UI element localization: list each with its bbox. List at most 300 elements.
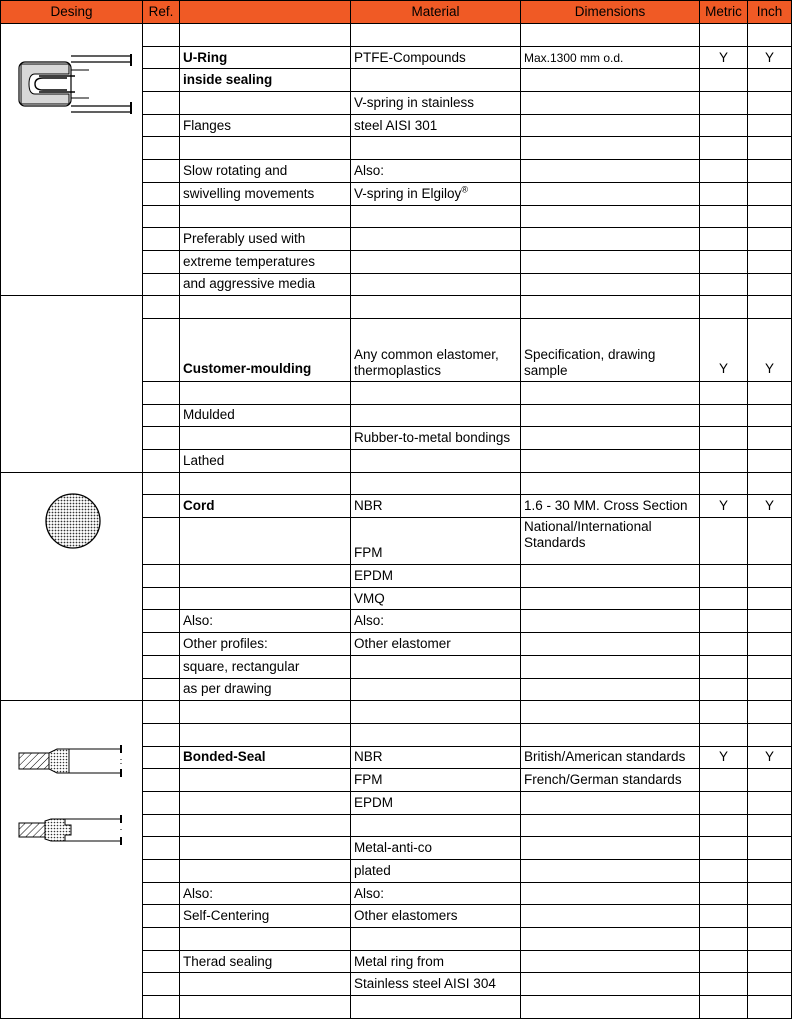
inch-cell — [748, 24, 792, 47]
product-cell — [180, 228, 351, 251]
ref-cell — [143, 114, 180, 137]
ref-cell — [143, 973, 180, 996]
cell-text: as per drawing — [183, 681, 272, 697]
ref-cell — [143, 655, 180, 678]
inch-cell — [748, 678, 792, 701]
inch-cell — [748, 296, 792, 319]
inch-cell — [748, 905, 792, 928]
metric-cell — [700, 678, 748, 701]
material-cell — [351, 182, 521, 205]
product-cell — [180, 928, 351, 951]
product-cell — [180, 746, 351, 769]
inch-cell — [748, 587, 792, 610]
product-cell — [180, 137, 351, 160]
material-cell — [351, 973, 521, 996]
metric-cell — [700, 450, 748, 473]
cell-text: Customer-moulding — [183, 360, 312, 376]
metric-cell — [700, 769, 748, 792]
ref-cell — [143, 296, 180, 319]
material-cell — [351, 205, 521, 228]
cell-text: swivelling movements — [183, 185, 315, 201]
ref-cell — [143, 381, 180, 404]
cell-text: Slow rotating and — [183, 162, 288, 178]
metric-cell — [700, 92, 748, 115]
dimensions-cell — [521, 928, 700, 951]
metric-cell — [700, 587, 748, 610]
material-cell — [351, 723, 521, 746]
product-cell — [180, 318, 351, 381]
ref-cell — [143, 404, 180, 427]
metric-cell — [700, 404, 748, 427]
cell-text: Stainless steel AISI 304 — [354, 976, 496, 992]
ref-cell — [143, 273, 180, 296]
dimensions-cell — [521, 610, 700, 633]
cell-text: Metal-anti-co — [354, 840, 433, 856]
dimensions-cell — [521, 318, 700, 381]
table-row — [1, 296, 792, 319]
material-cell — [351, 114, 521, 137]
material-cell — [351, 678, 521, 701]
header-inch: Inch — [748, 1, 792, 24]
product-cell — [180, 905, 351, 928]
dimensions-cell — [521, 633, 700, 656]
cell-text: Also: — [354, 162, 385, 178]
material-cell — [351, 69, 521, 92]
ref-cell — [143, 791, 180, 814]
metric-cell — [700, 633, 748, 656]
inch-cell — [748, 928, 792, 951]
ref-cell — [143, 565, 180, 588]
material-cell — [351, 450, 521, 473]
inch-cell — [748, 950, 792, 973]
material-cell — [351, 318, 521, 381]
dimensions-cell — [521, 791, 700, 814]
cell-text: EPDM — [354, 567, 394, 583]
cell-text: V-spring in stainless — [354, 94, 475, 110]
cell-text: Also: — [183, 613, 214, 629]
material-cell — [351, 655, 521, 678]
metric-cell — [700, 973, 748, 996]
product-cell — [180, 518, 351, 565]
material-cell — [351, 273, 521, 296]
cell-text: plated — [354, 862, 391, 878]
metric-cell — [700, 837, 748, 860]
customer-material — [354, 347, 517, 379]
cell-text: Y — [764, 498, 774, 514]
product-cell — [180, 205, 351, 228]
material-cell — [351, 633, 521, 656]
table-row — [1, 24, 792, 47]
inch-cell — [748, 769, 792, 792]
dimensions-cell — [521, 587, 700, 610]
material-cell — [351, 587, 521, 610]
ref-cell — [143, 137, 180, 160]
metric-cell — [700, 182, 748, 205]
customer-dimensions — [524, 347, 696, 379]
ref-cell — [143, 996, 180, 1019]
metric-cell — [700, 860, 748, 883]
dimensions-cell — [521, 565, 700, 588]
metric-cell — [700, 495, 748, 518]
dimensions-cell — [521, 296, 700, 319]
inch-cell — [748, 495, 792, 518]
cell-text: sample — [524, 362, 568, 378]
dimensions-cell — [521, 518, 700, 565]
cell-text: Rubber-to-metal bondings — [354, 430, 511, 446]
dimensions-cell — [521, 882, 700, 905]
product-cell — [180, 182, 351, 205]
inch-cell — [748, 610, 792, 633]
ref-cell — [143, 46, 180, 69]
ref-cell — [143, 427, 180, 450]
metric-cell — [700, 250, 748, 273]
cell-text: VMQ — [354, 590, 385, 606]
cell-text: NBR — [354, 498, 383, 514]
material-cell — [351, 928, 521, 951]
product-cell — [180, 69, 351, 92]
inch-cell — [748, 633, 792, 656]
metric-cell — [700, 723, 748, 746]
ref-cell — [143, 701, 180, 724]
header-design: Desing — [1, 1, 143, 24]
dimensions-cell — [521, 205, 700, 228]
material-cell — [351, 746, 521, 769]
cell-text: Y — [718, 49, 728, 65]
dimensions-cell — [521, 250, 700, 273]
cell-text: Preferably used with — [183, 231, 306, 247]
inch-cell — [748, 450, 792, 473]
header-material: Material — [351, 1, 521, 24]
material-cell — [351, 404, 521, 427]
cell-text: PTFE-Compounds — [354, 49, 466, 65]
metric-cell — [700, 472, 748, 495]
cell-text: Other elastomers — [354, 908, 458, 924]
material-cell — [351, 160, 521, 183]
metric-cell — [700, 518, 748, 565]
product-cell — [180, 296, 351, 319]
product-cell — [180, 950, 351, 973]
metric-cell — [700, 318, 748, 381]
inch-cell — [748, 746, 792, 769]
design-image-cell — [1, 296, 143, 472]
product-cell — [180, 250, 351, 273]
dimensions-cell — [521, 723, 700, 746]
cell-text: thermoplastics — [354, 362, 442, 378]
product-cell — [180, 996, 351, 1019]
bonded-seal-drawing — [17, 725, 143, 885]
material-cell — [351, 905, 521, 928]
material-cell — [351, 228, 521, 251]
material-cell — [351, 296, 521, 319]
cell-text: Also: — [354, 613, 385, 629]
metric-cell — [700, 69, 748, 92]
ref-cell — [143, 928, 180, 951]
inch-cell — [748, 882, 792, 905]
ref-cell — [143, 678, 180, 701]
dimensions-cell — [521, 24, 700, 47]
inch-cell — [748, 228, 792, 251]
inch-cell — [748, 814, 792, 837]
dimensions-cell — [521, 160, 700, 183]
material-cell — [351, 610, 521, 633]
ref-cell — [143, 633, 180, 656]
metric-cell — [700, 610, 748, 633]
inch-cell — [748, 723, 792, 746]
cell-text: Any common elastomer, — [354, 346, 499, 362]
metric-cell — [700, 205, 748, 228]
inch-cell — [748, 860, 792, 883]
table-row — [1, 472, 792, 495]
ref-cell — [143, 472, 180, 495]
product-cell — [180, 837, 351, 860]
header-product — [180, 1, 351, 24]
product-cell — [180, 973, 351, 996]
cord-drawing — [39, 487, 143, 567]
cell-text: extreme temperatures — [183, 253, 316, 269]
inch-cell — [748, 160, 792, 183]
inch-cell — [748, 381, 792, 404]
material-cell — [351, 250, 521, 273]
material-cell — [351, 769, 521, 792]
cell-text: Standards — [524, 535, 586, 551]
ref-cell — [143, 205, 180, 228]
cell-text: Self-Centering — [183, 908, 270, 924]
metric-cell — [700, 381, 748, 404]
metric-cell — [700, 24, 748, 47]
cell-text: steel AISI 301 — [354, 117, 438, 133]
inch-cell — [748, 973, 792, 996]
dimensions-cell — [521, 996, 700, 1019]
ref-cell — [143, 24, 180, 47]
ref-cell — [143, 769, 180, 792]
dimensions-cell — [521, 46, 700, 69]
material-cell — [351, 472, 521, 495]
cell-text: Flanges — [183, 117, 232, 133]
product-cell — [180, 273, 351, 296]
cell-text: British/American standards — [524, 749, 686, 765]
product-cell — [180, 565, 351, 588]
cell-text: Specification, drawing — [524, 346, 656, 362]
product-cell — [180, 24, 351, 47]
ref-cell — [143, 587, 180, 610]
material-cell — [351, 860, 521, 883]
cell-text: Max.1300 mm o.d. — [524, 50, 624, 65]
metric-cell — [700, 791, 748, 814]
cell-text: Y — [718, 498, 728, 514]
metric-cell — [700, 160, 748, 183]
metric-cell — [700, 137, 748, 160]
header-dimensions: Dimensions — [521, 1, 700, 24]
inch-cell — [748, 565, 792, 588]
ref-cell — [143, 882, 180, 905]
product-cell — [180, 655, 351, 678]
table-row — [1, 701, 792, 724]
metric-cell — [700, 228, 748, 251]
material-cell — [351, 427, 521, 450]
product-cell — [180, 46, 351, 69]
ref-cell — [143, 950, 180, 973]
material-cell — [351, 518, 521, 565]
product-cell — [180, 610, 351, 633]
dimensions-cell — [521, 769, 700, 792]
product-cell — [180, 427, 351, 450]
cell-text: Metal ring from — [354, 953, 445, 969]
cell-text: Lathed — [183, 452, 225, 468]
material-cell — [351, 92, 521, 115]
cell-text: 1.6 - 30 MM. Cross Section — [524, 498, 688, 514]
inch-cell — [748, 996, 792, 1019]
product-cell — [180, 472, 351, 495]
cell-text: French/German standards — [524, 772, 682, 788]
product-cell — [180, 450, 351, 473]
ref-cell — [143, 905, 180, 928]
inch-cell — [748, 701, 792, 724]
ref-cell — [143, 860, 180, 883]
cell-text: Y — [764, 360, 774, 376]
ref-cell — [143, 228, 180, 251]
metric-cell — [700, 114, 748, 137]
design-image-cell — [1, 472, 143, 701]
metric-cell — [700, 701, 748, 724]
product-cell — [180, 678, 351, 701]
dimensions-cell — [521, 92, 700, 115]
dimensions-cell — [521, 114, 700, 137]
cell-text: square, rectangular — [183, 658, 300, 674]
material-cell — [351, 381, 521, 404]
dimensions-cell — [521, 837, 700, 860]
product-cell — [180, 769, 351, 792]
inch-cell — [748, 318, 792, 381]
inch-cell — [748, 273, 792, 296]
metric-cell — [700, 273, 748, 296]
metric-cell — [700, 814, 748, 837]
inch-cell — [748, 791, 792, 814]
material-cell — [351, 950, 521, 973]
inch-cell — [748, 655, 792, 678]
material-cell — [351, 791, 521, 814]
inch-cell — [748, 182, 792, 205]
product-cell — [180, 495, 351, 518]
cell-text: Mdulded — [183, 407, 235, 423]
inch-cell — [748, 250, 792, 273]
ref-cell — [143, 69, 180, 92]
cell-text: inside sealing — [183, 72, 273, 88]
metric-cell — [700, 46, 748, 69]
cell-text: Other profiles: — [183, 635, 268, 651]
inch-cell — [748, 205, 792, 228]
metric-cell — [700, 746, 748, 769]
design-image-cell — [1, 24, 143, 296]
metric-cell — [700, 427, 748, 450]
cell-text: Y — [718, 749, 728, 765]
inch-cell — [748, 837, 792, 860]
dimensions-cell — [521, 472, 700, 495]
dimensions-cell — [521, 814, 700, 837]
ref-cell — [143, 450, 180, 473]
ref-cell — [143, 814, 180, 837]
metric-cell — [700, 996, 748, 1019]
cell-text: FPM — [354, 545, 383, 561]
dimensions-cell — [521, 678, 700, 701]
dimensions-cell — [521, 950, 700, 973]
dimensions-cell — [521, 701, 700, 724]
cell-text: Y — [764, 749, 774, 765]
inch-cell — [748, 114, 792, 137]
design-image-cell — [1, 701, 143, 1019]
cell-text: Therad sealing — [183, 953, 273, 969]
dimensions-cell — [521, 655, 700, 678]
dimensions-cell — [521, 228, 700, 251]
material-cell — [351, 882, 521, 905]
material-cell — [351, 701, 521, 724]
ref-cell — [143, 746, 180, 769]
cell-text: EPDM — [354, 794, 394, 810]
metric-cell — [700, 928, 748, 951]
header-metric: Metric — [700, 1, 748, 24]
ref-cell — [143, 160, 180, 183]
dimensions-cell — [521, 905, 700, 928]
cell-text: Bonded-Seal — [183, 749, 266, 765]
metric-cell — [700, 296, 748, 319]
metric-cell — [700, 882, 748, 905]
cell-text: Y — [718, 360, 728, 376]
product-cell — [180, 723, 351, 746]
ref-cell — [143, 495, 180, 518]
dimensions-cell — [521, 69, 700, 92]
inch-cell — [748, 69, 792, 92]
material-cell — [351, 996, 521, 1019]
cord-dimensions — [524, 519, 696, 551]
material-cell — [351, 137, 521, 160]
product-cell — [180, 791, 351, 814]
product-cell — [180, 882, 351, 905]
ref-cell — [143, 318, 180, 381]
material-cell — [351, 565, 521, 588]
cell-text: Y — [764, 49, 774, 65]
inch-cell — [748, 137, 792, 160]
ref-cell — [143, 723, 180, 746]
product-cell — [180, 381, 351, 404]
dimensions-cell — [521, 404, 700, 427]
inch-cell — [748, 472, 792, 495]
metric-cell — [700, 950, 748, 973]
dimensions-cell — [521, 137, 700, 160]
product-cell — [180, 633, 351, 656]
cell-text: Also: — [354, 885, 385, 901]
ref-cell — [143, 182, 180, 205]
dimensions-cell — [521, 450, 700, 473]
cell-text: Also: — [183, 885, 214, 901]
cell-text: Cord — [183, 498, 215, 514]
inch-cell — [748, 427, 792, 450]
product-cell — [180, 404, 351, 427]
inch-cell — [748, 92, 792, 115]
product-cell — [180, 587, 351, 610]
ref-cell — [143, 518, 180, 565]
u-ring-drawing — [17, 52, 143, 122]
product-cell — [180, 701, 351, 724]
cell-text: National/International — [524, 519, 652, 535]
cell-text: U-Ring — [183, 49, 228, 65]
cell-text: Other elastomer — [354, 635, 451, 651]
inch-cell — [748, 518, 792, 565]
product-cell — [180, 860, 351, 883]
dimensions-cell — [521, 746, 700, 769]
header-ref: Ref. — [143, 1, 180, 24]
product-cell — [180, 160, 351, 183]
cell-text: V-spring in Elgiloy — [354, 185, 462, 201]
dimensions-cell — [521, 381, 700, 404]
